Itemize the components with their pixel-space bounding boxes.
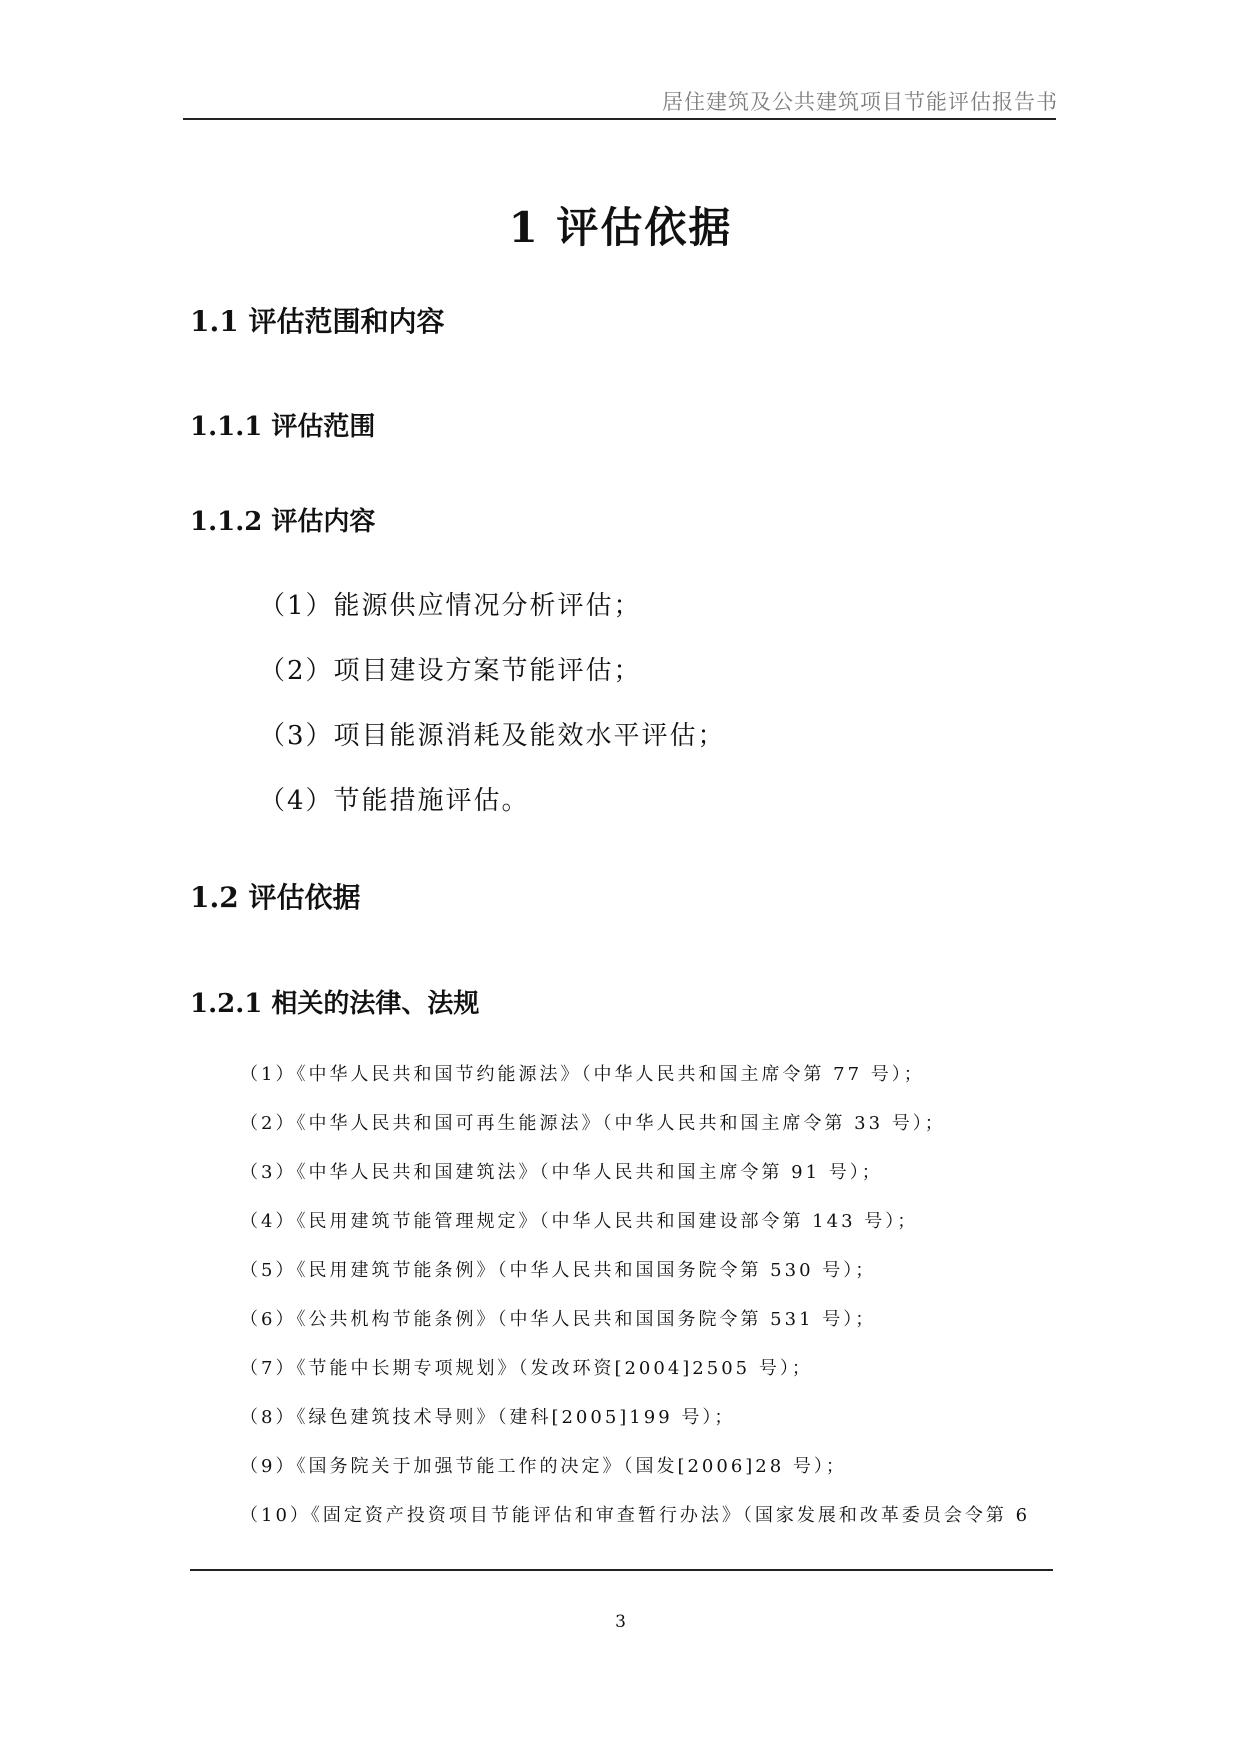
list-item: （5）《民用建筑节能条例》（中华人民共和国国务院令第 530 号）； <box>240 1260 877 1281</box>
list-item: （4）《民用建筑节能管理规定》（中华人民共和国建设部令第 143 号）； <box>240 1211 919 1232</box>
list-item: （1）能源供应情况分析评估； <box>259 591 642 621</box>
list-item: （9）《国务院关于加强节能工作的决定》（国发[2006]28 号）； <box>240 1456 847 1477</box>
list-item: （8）《绿色建筑技术导则》（建科[2005]199 号）； <box>240 1407 736 1428</box>
list-item: （6）《公共机构节能条例》（中华人民共和国国务院令第 531 号）； <box>240 1309 877 1330</box>
list-item: （10）《固定资产投资项目节能评估和审查暂行办法》（国家发展和改革委员会令第 6 <box>240 1505 1031 1526</box>
footer-rule <box>190 1569 1053 1571</box>
laws-list <box>240 1058 1030 1548</box>
page-number: 3 <box>615 1612 626 1632</box>
list-item: （1）《中华人民共和国节约能源法》（中华人民共和国主席令第 77 号）； <box>240 1064 925 1085</box>
section-heading-1-1-1: 1.1.1 评估范围 <box>190 412 376 442</box>
list-item: （2）《中华人民共和国可再生能源法》（中华人民共和国主席令第 33 号）； <box>240 1113 946 1134</box>
chapter-title: 1 评估依据 <box>508 203 733 252</box>
section-heading-1-2: 1.2 评估依据 <box>190 881 361 914</box>
section-heading-1-1-2: 1.1.2 评估内容 <box>190 507 376 537</box>
list-item: （3）《中华人民共和国建筑法》（中华人民共和国主席令第 91 号）； <box>240 1162 883 1183</box>
section-heading-1-1: 1.1 评估范围和内容 <box>190 305 445 338</box>
header-rule <box>183 118 1056 120</box>
list-item: （7）《节能中长期专项规划》（发改环资[2004]2505 号）； <box>240 1358 813 1379</box>
list-item: （2）项目建设方案节能评估； <box>259 656 642 686</box>
evaluation-content-list <box>259 582 726 842</box>
list-item: （4）节能措施评估。 <box>259 786 530 816</box>
running-header: 居住建筑及公共建筑项目节能评估报告书 <box>662 90 1058 114</box>
list-item: （3）项目能源消耗及能效水平评估； <box>259 721 726 751</box>
section-heading-1-2-1: 1.2.1 相关的法律、法规 <box>190 989 480 1019</box>
